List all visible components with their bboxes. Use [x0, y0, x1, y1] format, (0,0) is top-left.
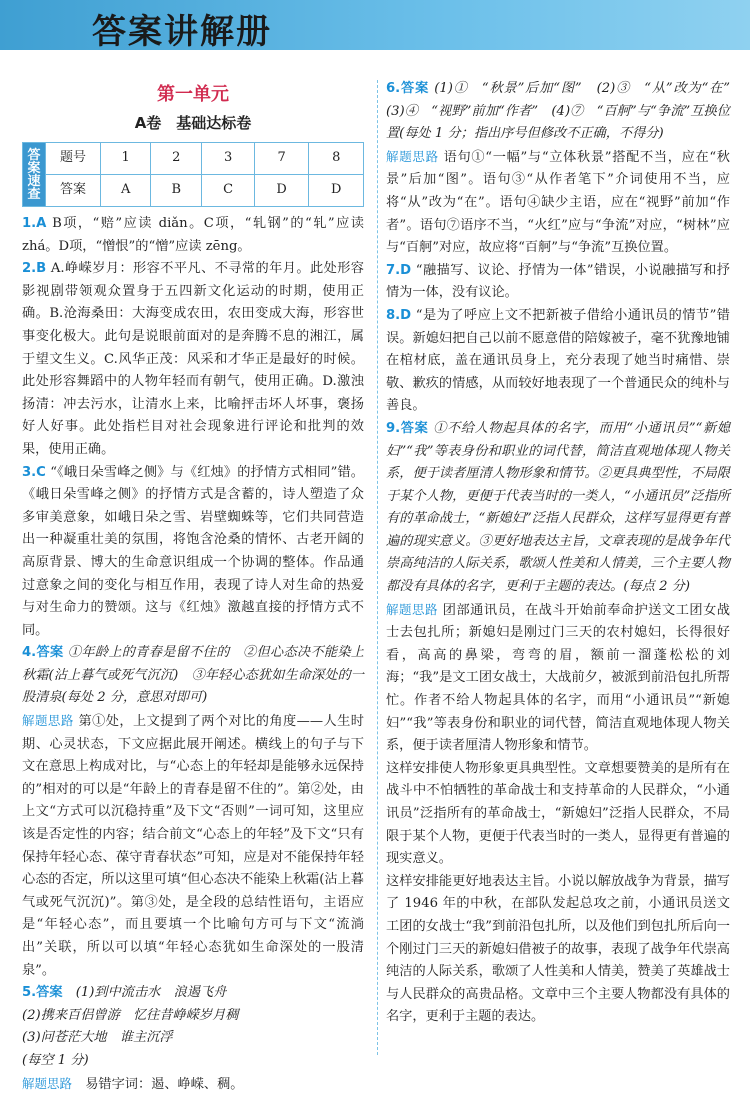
table-row: [23, 143, 364, 175]
header-banner: [0, 0, 750, 50]
question-number: 8.D: [386, 307, 412, 323]
question-number: 2.B: [22, 261, 47, 277]
explain-tag: 解题思路: [386, 601, 439, 617]
left-column: [22, 82, 364, 1096]
answer-9: [386, 418, 730, 599]
side-char: 速: [27, 173, 41, 189]
side-char: 案: [27, 160, 41, 176]
answer-line: (3)问苍茫大地 谁主沉浮: [22, 1030, 173, 1046]
table-cell: 7: [254, 143, 309, 175]
header-title-b: 讲解册: [164, 12, 272, 52]
answer-6: [386, 78, 744, 146]
table-cell: D: [309, 175, 364, 207]
explain-text: 语句①“一幅”与“立体秋景”搭配不当，应在“秋景”后加“图”。语句③“从作者笔下”介词使用不当，应将“从”改为“在”。语句④缺少主语，应在“视野”前加“作者”。语句⑦语序不当，“火红”应与“争流”对应，“树林”应与“百舸”对应，故应将“百舸”与“争流”互换位置。: [386, 149, 730, 256]
side-char: 答: [27, 147, 41, 163]
answer-text: A.峥嵘岁月：形容不平凡、不寻常的年月。此处形容影视剧带领观众置身于五四新文化运动的时期，使用正确。B.沧海桑田：大海变成农田，农田变成大海，形容世事变化极大。此句是说眼前面对的是奔腾不息的湘江，属于望文生义。C.风华正茂：风采和才华正是最好的时候。此处形容舞蹈中的人物年轻而有朝气，使用正确。D.激浊扬清：冲去污水，让清水上来，比喻抨击坏人坏事，褒扬好人好事。此处指栏目对社会现象进行评论和批判的效果，使用正确。: [22, 261, 364, 457]
header-title-a: 答案: [92, 12, 164, 52]
answer-4: [22, 642, 364, 710]
question-number: 1.A: [22, 216, 47, 231]
answer-2: [22, 258, 364, 461]
header-title: [92, 4, 272, 53]
table-row: [23, 175, 364, 207]
row-label: 答案: [46, 175, 101, 207]
explain-4: [22, 710, 364, 982]
side-char: 查: [27, 186, 41, 202]
explain-text: 第①处，上文提到了两个对比的角度——人生时期、心灵状态，下文应据此展开阐述。横线上的句子与下文在意思上构成对比，与“心态上的年轻却是能够永远保持的”相对的可以是“年龄上的青春是留不住的”。第②处，由上文“方式可以沉稳持重”及下文“否则”一词可知，这里应该是否定性的内容；结合前文“心态上的年轻”及下文“只有保持年轻心态、葆守青春状态”可知，应是对不能保持年轻心态的否定，所以这里可填“但心态决不能染上秋霜(沾上暮气或死气沉沉)”。第③处，是全段的总结性语句，主语应是“年轻心态”，而且要填一个比喻句方可与下文“流淌出”关联，所以可以填“年轻心态犹如生命深处的一股清泉”。: [22, 714, 364, 978]
explain-tag: 解题思路: [22, 713, 74, 729]
explain-tag: 解题思路: [22, 1075, 73, 1091]
explain-paragraph: 这样安排使人物形象更具典型性。文章想要赞美的是所有在战斗中不怕牺牲的革命战士和支持革命的人民群众，“小通讯员”泛指所有的革命战士，“新媳妇”泛指人民群众，不局限于某个人物，更便于代表当时的一类人，显得更有普遍的现实意义。: [386, 760, 730, 867]
table-cell: A: [101, 175, 151, 207]
answer-table-side-label: [23, 143, 46, 207]
table-cell: 8: [309, 143, 364, 175]
question-number: 6.答案: [386, 81, 430, 96]
row-label: 题号: [46, 143, 101, 175]
question-number: 9.答案: [386, 420, 429, 436]
question-number: 4.答案: [22, 645, 64, 661]
answer-3: [22, 462, 364, 643]
explain-text: 团部通讯员，在战斗开始前奉命护送文工团女战士去包扎所；新媳妇是刚过门三天的农村媳妇，长得很好看，高高的鼻梁，弯弯的眉，额前一溜蓬松松的刘海；“我”是文工团女战士，大战前夕，被派到前沿包扎所帮忙。作者不给人物起具体的名字，而用“小通讯员”“新媳妇”“我”等表身份和职业的词代替，简洁直观地体现人物关系，便于读者厘清人物形象和情节。: [386, 602, 730, 754]
explain-tag: 解题思路: [386, 148, 439, 164]
answer-line: (2)携来百侣曾游 忆往昔峥嵘岁月稠: [22, 1007, 239, 1023]
answer-table: [22, 142, 364, 207]
table-cell: 1: [101, 143, 151, 175]
answer-1: [22, 213, 364, 258]
answer-text: ①年龄上的青春是留不住的 ②但心态决不能染上秋霜(沾上暮气或死气沉沉) ③年轻心态犹如生命深处的一股清泉(每处 2 分，意思对即可): [22, 645, 364, 706]
table-cell: B: [151, 175, 202, 207]
answer-text: B项，“赔”应读 diǎn。C项，“轧钢”的“轧”应读 zhá。D项，“憎恨”的“憎”应读 zēng。: [22, 216, 364, 254]
explain-9: [386, 599, 730, 758]
table-cell: D: [254, 175, 309, 207]
answer-8: [386, 305, 730, 418]
explain-5: [22, 1073, 364, 1096]
answer-text: “融描写、议论、抒情为一体”错误，小说融描写和抒情为一体，没有议论。: [386, 262, 730, 301]
question-number: 3.C: [22, 464, 46, 480]
explain-paragraph: 这样安排能更好地表达主旨。小说以解放战争为背景，描写了 1946 年的中秋，在部队发起总攻之前，小通讯员送文工团的女战士“我”到前沿包扎所，以及他们到包扎所后向一个刚过门三天的新媳妇借被子的故事，表现了战争年代崇高纯洁的人际关系，歌颂了人性美和人情美，赞美了英雄战士与人民群众的高贵品格。文章中三个主要人物都没有具体的名字，更利于主题的表达。: [386, 873, 730, 1025]
table-cell: C: [202, 175, 255, 207]
explain-text: 易错字词：遏、峥嵘、稠。: [72, 1076, 244, 1092]
unit-title: 第一单元: [157, 84, 229, 105]
column-divider: [377, 80, 378, 1055]
table-cell: 2: [151, 143, 202, 175]
explain-6: [386, 146, 730, 260]
answer-7: [386, 260, 730, 305]
question-number: 5.答案: [22, 985, 63, 1001]
right-column: [386, 78, 744, 1029]
answer-text: “是为了呼应上文不把新被子借给小通讯员的情节”错误。新媳妇把自己以前不愿意借的陪嫁被子，毫不犹豫地铺在棺材底，盖在通讯员身上，充分表现了她当时痛惜、崇敬、歉疚的情感，从而较好地表现了一个普通民众的纯朴与善良。: [386, 307, 730, 414]
answer-text: ①不给人物起具体的名字，而用“小通讯员”“新媳妇”“我”等表身份和职业的词代替，简洁直观地体现人物关系，便于读者厘清人物形象和情节。②更具典型性，不局限于某个人物，更便于代表当时的一类人，“小通讯员”泛指所有的革命战士，“新媳妇”泛指人民群众，这样写显得更有普遍的现实意义。③更好地表达主旨，文章表现的是战争年代崇高纯洁的人际关系，歌颂人性美和人情美，三个主要人物都没有具体的名字，更利于主题的表达。(每点 2 分): [386, 420, 731, 595]
answer-text: (1)① “秋景”后加“图” (2)③ “从”改为“在” (3)④ “视野”前加“作者” (4)⑦ “百舸”与“争流”互换位置(每处 1 分；指出序号但修改不正确，不得分): [386, 81, 744, 142]
answer-text: “《峨日朵雪峰之侧》与《红烛》的抒情方式相同”错。《峨日朵雪峰之侧》的抒情方式是含蓄的，诗人塑造了众多审美意象，如峨日朵之雪、岩壁蜘蛛等，它们共同营造出一种凝重壮美的氛围，将饱含沧桑的情怀、古老开阔的高原背景、博大的生命意识组成一个协调的整体。作品通过意象之间的变化与相互作用，表现了诗人对生命的热爱与对生命力的赞颂。这与《红烛》激越直接的抒情方式不同。: [22, 464, 364, 638]
table-cell: 3: [202, 143, 255, 175]
answer-line: (每空 1 分): [22, 1052, 89, 1068]
answer-5: [22, 982, 364, 1005]
paper-title: A卷 基础达标卷: [134, 114, 252, 132]
answer-line: (1)到中流击水 浪遏飞舟: [62, 985, 227, 1001]
question-number: 7.D: [386, 262, 412, 278]
